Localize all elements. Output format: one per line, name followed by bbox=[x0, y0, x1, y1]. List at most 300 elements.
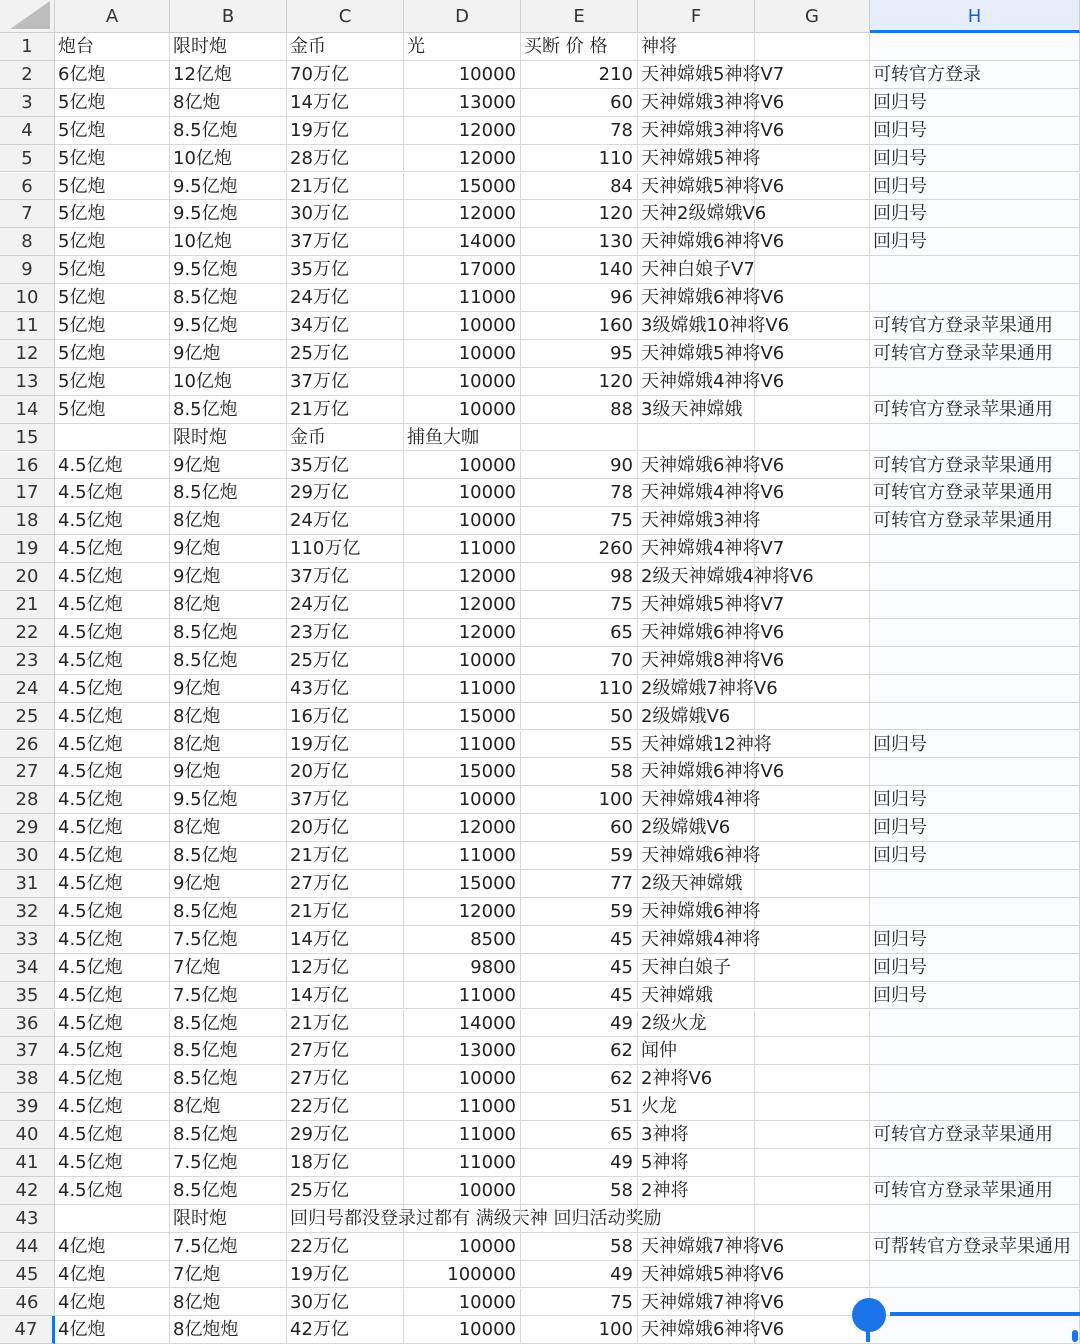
cell-b13[interactable]: 10亿炮 bbox=[170, 368, 287, 396]
cell-f22[interactable]: 天神嫦娥6神将V6 bbox=[638, 619, 755, 647]
cell-h4[interactable]: 回归号 bbox=[870, 117, 1080, 145]
cell-g42[interactable] bbox=[755, 1177, 870, 1205]
cell-d44[interactable]: 10000 bbox=[404, 1233, 521, 1261]
row-header[interactable]: 23 bbox=[0, 647, 55, 675]
cell-g31[interactable] bbox=[755, 870, 870, 898]
cell-d20[interactable]: 12000 bbox=[404, 563, 521, 591]
row-header[interactable]: 13 bbox=[0, 368, 55, 396]
cell-d35[interactable]: 11000 bbox=[404, 982, 521, 1010]
cell-d11[interactable]: 10000 bbox=[404, 312, 521, 340]
cell-c21[interactable]: 24万亿 bbox=[287, 591, 404, 619]
cell-e28[interactable]: 100 bbox=[521, 786, 638, 814]
cell-a25[interactable]: 4.5亿炮 bbox=[55, 703, 170, 731]
cell-b3[interactable]: 8亿炮 bbox=[170, 89, 287, 117]
cell-a41[interactable]: 4.5亿炮 bbox=[55, 1149, 170, 1177]
cell-a28[interactable]: 4.5亿炮 bbox=[55, 786, 170, 814]
cell-b11[interactable]: 9.5亿炮 bbox=[170, 312, 287, 340]
cell-g35[interactable] bbox=[755, 982, 870, 1010]
cell-g18[interactable] bbox=[755, 507, 870, 535]
cell-b12[interactable]: 9亿炮 bbox=[170, 340, 287, 368]
select-all-corner[interactable] bbox=[0, 0, 55, 33]
cell-a39[interactable]: 4.5亿炮 bbox=[55, 1093, 170, 1121]
row-header[interactable]: 1 bbox=[0, 33, 55, 61]
cell-a1[interactable]: 炮台 bbox=[55, 33, 170, 61]
column-header-d[interactable]: D bbox=[404, 0, 521, 33]
cell-h38[interactable] bbox=[870, 1065, 1080, 1093]
cell-e46[interactable]: 75 bbox=[521, 1289, 638, 1317]
cell-g43[interactable] bbox=[755, 1205, 870, 1233]
cell-b2[interactable]: 12亿炮 bbox=[170, 61, 287, 89]
cell-f8[interactable]: 天神嫦娥6神将V6 bbox=[638, 228, 755, 256]
cell-g7[interactable] bbox=[755, 200, 870, 228]
cell-a46[interactable]: 4亿炮 bbox=[55, 1289, 170, 1317]
cell-h29[interactable]: 回归号 bbox=[870, 814, 1080, 842]
row-header[interactable]: 14 bbox=[0, 396, 55, 424]
cell-b9[interactable]: 9.5亿炮 bbox=[170, 256, 287, 284]
cell-b4[interactable]: 8.5亿炮 bbox=[170, 117, 287, 145]
cell-b33[interactable]: 7.5亿炮 bbox=[170, 926, 287, 954]
row-header[interactable]: 36 bbox=[0, 1010, 55, 1038]
cell-h16[interactable]: 可转官方登录苹果通用 bbox=[870, 452, 1080, 480]
cell-e27[interactable]: 58 bbox=[521, 758, 638, 786]
cell-f32[interactable]: 天神嫦娥6神将 bbox=[638, 898, 755, 926]
row-header[interactable]: 15 bbox=[0, 424, 55, 452]
cell-c40[interactable]: 29万亿 bbox=[287, 1121, 404, 1149]
column-header-h[interactable]: H bbox=[870, 0, 1080, 33]
cell-b39[interactable]: 8亿炮 bbox=[170, 1093, 287, 1121]
cell-f4[interactable]: 天神嫦娥3神将V6 bbox=[638, 117, 755, 145]
cell-d39[interactable]: 11000 bbox=[404, 1093, 521, 1121]
cell-e29[interactable]: 60 bbox=[521, 814, 638, 842]
cell-a32[interactable]: 4.5亿炮 bbox=[55, 898, 170, 926]
cell-e32[interactable]: 59 bbox=[521, 898, 638, 926]
cell-d36[interactable]: 14000 bbox=[404, 1010, 521, 1038]
cell-g28[interactable] bbox=[755, 786, 870, 814]
cell-c13[interactable]: 37万亿 bbox=[287, 368, 404, 396]
cell-e39[interactable]: 51 bbox=[521, 1093, 638, 1121]
cell-h42[interactable]: 可转官方登录苹果通用 bbox=[870, 1177, 1080, 1205]
cell-d24[interactable]: 11000 bbox=[404, 675, 521, 703]
cell-c29[interactable]: 20万亿 bbox=[287, 814, 404, 842]
cell-f21[interactable]: 天神嫦娥5神将V7 bbox=[638, 591, 755, 619]
cell-g44[interactable] bbox=[755, 1233, 870, 1261]
cell-f27[interactable]: 天神嫦娥6神将V6 bbox=[638, 758, 755, 786]
row-header[interactable]: 32 bbox=[0, 898, 55, 926]
cell-d34[interactable]: 9800 bbox=[404, 954, 521, 982]
cell-c6[interactable]: 21万亿 bbox=[287, 173, 404, 201]
cell-b32[interactable]: 8.5亿炮 bbox=[170, 898, 287, 926]
cell-h11[interactable]: 可转官方登录苹果通用 bbox=[870, 312, 1080, 340]
cell-h14[interactable]: 可转官方登录苹果通用 bbox=[870, 396, 1080, 424]
cell-f25[interactable]: 2级嫦娥V6 bbox=[638, 703, 755, 731]
cell-d29[interactable]: 12000 bbox=[404, 814, 521, 842]
cell-b16[interactable]: 9亿炮 bbox=[170, 452, 287, 480]
cell-f46[interactable]: 天神嫦娥7神将V6 bbox=[638, 1289, 755, 1317]
cell-a3[interactable]: 5亿炮 bbox=[55, 89, 170, 117]
cell-b1[interactable]: 限时炮 bbox=[170, 33, 287, 61]
cell-b30[interactable]: 8.5亿炮 bbox=[170, 842, 287, 870]
cell-b15[interactable]: 限时炮 bbox=[170, 424, 287, 452]
cell-f42[interactable]: 2神将 bbox=[638, 1177, 755, 1205]
cell-e41[interactable]: 49 bbox=[521, 1149, 638, 1177]
row-header[interactable]: 17 bbox=[0, 479, 55, 507]
cell-c8[interactable]: 37万亿 bbox=[287, 228, 404, 256]
selection-drag-handle[interactable] bbox=[852, 1298, 886, 1332]
cell-g39[interactable] bbox=[755, 1093, 870, 1121]
cell-f1[interactable]: 神将 bbox=[638, 33, 755, 61]
cell-a43[interactable] bbox=[55, 1205, 170, 1233]
cell-e37[interactable]: 62 bbox=[521, 1037, 638, 1065]
cell-e9[interactable]: 140 bbox=[521, 256, 638, 284]
row-header[interactable]: 8 bbox=[0, 228, 55, 256]
cell-h45[interactable] bbox=[870, 1261, 1080, 1289]
cell-e43[interactable] bbox=[521, 1205, 638, 1233]
cell-f29[interactable]: 2级嫦娥V6 bbox=[638, 814, 755, 842]
cell-b20[interactable]: 9亿炮 bbox=[170, 563, 287, 591]
cell-h27[interactable] bbox=[870, 758, 1080, 786]
cell-a9[interactable]: 5亿炮 bbox=[55, 256, 170, 284]
cell-h17[interactable]: 可转官方登录苹果通用 bbox=[870, 479, 1080, 507]
row-header[interactable]: 6 bbox=[0, 173, 55, 201]
row-header[interactable]: 31 bbox=[0, 870, 55, 898]
row-header[interactable]: 44 bbox=[0, 1233, 55, 1261]
cell-g3[interactable] bbox=[755, 89, 870, 117]
cell-d1[interactable]: 光 bbox=[404, 33, 521, 61]
cell-b7[interactable]: 9.5亿炮 bbox=[170, 200, 287, 228]
cell-b42[interactable]: 8.5亿炮 bbox=[170, 1177, 287, 1205]
cell-f15[interactable] bbox=[638, 424, 755, 452]
cell-a14[interactable]: 5亿炮 bbox=[55, 396, 170, 424]
cell-h39[interactable] bbox=[870, 1093, 1080, 1121]
cell-h44[interactable]: 可帮转官方登录苹果通用 bbox=[870, 1233, 1080, 1261]
cell-a34[interactable]: 4.5亿炮 bbox=[55, 954, 170, 982]
cell-d5[interactable]: 12000 bbox=[404, 145, 521, 173]
cell-f34[interactable]: 天神白娘子 bbox=[638, 954, 755, 982]
row-header[interactable]: 10 bbox=[0, 284, 55, 312]
cell-d2[interactable]: 10000 bbox=[404, 61, 521, 89]
cell-a12[interactable]: 5亿炮 bbox=[55, 340, 170, 368]
cell-f31[interactable]: 2级天神嫦娥 bbox=[638, 870, 755, 898]
cell-c44[interactable]: 22万亿 bbox=[287, 1233, 404, 1261]
row-header[interactable]: 12 bbox=[0, 340, 55, 368]
cell-f19[interactable]: 天神嫦娥4神将V7 bbox=[638, 535, 755, 563]
cell-d7[interactable]: 12000 bbox=[404, 200, 521, 228]
cell-a6[interactable]: 5亿炮 bbox=[55, 173, 170, 201]
cell-h22[interactable] bbox=[870, 619, 1080, 647]
row-header[interactable]: 11 bbox=[0, 312, 55, 340]
row-header[interactable]: 20 bbox=[0, 563, 55, 591]
cell-e45[interactable]: 49 bbox=[521, 1261, 638, 1289]
cell-f17[interactable]: 天神嫦娥4神将V6 bbox=[638, 479, 755, 507]
row-header[interactable]: 34 bbox=[0, 954, 55, 982]
cell-d23[interactable]: 10000 bbox=[404, 647, 521, 675]
cell-c36[interactable]: 21万亿 bbox=[287, 1010, 404, 1038]
cell-h37[interactable] bbox=[870, 1037, 1080, 1065]
cell-d19[interactable]: 11000 bbox=[404, 535, 521, 563]
cell-e24[interactable]: 110 bbox=[521, 675, 638, 703]
cell-g27[interactable] bbox=[755, 758, 870, 786]
cell-h15[interactable] bbox=[870, 424, 1080, 452]
column-header-e[interactable]: E bbox=[521, 0, 638, 33]
cell-c5[interactable]: 28万亿 bbox=[287, 145, 404, 173]
cell-b37[interactable]: 8.5亿炮 bbox=[170, 1037, 287, 1065]
cell-a18[interactable]: 4.5亿炮 bbox=[55, 507, 170, 535]
cell-d15[interactable]: 捕鱼大咖 bbox=[404, 424, 521, 452]
cell-g2[interactable] bbox=[755, 61, 870, 89]
cell-g6[interactable] bbox=[755, 173, 870, 201]
row-header[interactable]: 21 bbox=[0, 591, 55, 619]
cell-a5[interactable]: 5亿炮 bbox=[55, 145, 170, 173]
cell-f9[interactable]: 天神白娘子V7 bbox=[638, 256, 755, 284]
cell-b29[interactable]: 8亿炮 bbox=[170, 814, 287, 842]
row-header[interactable]: 46 bbox=[0, 1289, 55, 1317]
cell-d12[interactable]: 10000 bbox=[404, 340, 521, 368]
cell-h32[interactable] bbox=[870, 898, 1080, 926]
cell-c1[interactable]: 金币 bbox=[287, 33, 404, 61]
column-header-f[interactable]: F bbox=[638, 0, 755, 33]
cell-h34[interactable]: 回归号 bbox=[870, 954, 1080, 982]
cell-e34[interactable]: 45 bbox=[521, 954, 638, 982]
cell-d22[interactable]: 12000 bbox=[404, 619, 521, 647]
cell-e12[interactable]: 95 bbox=[521, 340, 638, 368]
cell-e47[interactable]: 100 bbox=[521, 1316, 638, 1344]
cell-e17[interactable]: 78 bbox=[521, 479, 638, 507]
cell-g11[interactable] bbox=[755, 312, 870, 340]
cell-e33[interactable]: 45 bbox=[521, 926, 638, 954]
cell-g30[interactable] bbox=[755, 842, 870, 870]
cell-e30[interactable]: 59 bbox=[521, 842, 638, 870]
cell-d42[interactable]: 10000 bbox=[404, 1177, 521, 1205]
cell-c9[interactable]: 35万亿 bbox=[287, 256, 404, 284]
cell-g40[interactable] bbox=[755, 1121, 870, 1149]
cell-e1[interactable]: 买断 价 格 bbox=[521, 33, 638, 61]
cell-b46[interactable]: 8亿炮 bbox=[170, 1289, 287, 1317]
cell-h19[interactable] bbox=[870, 535, 1080, 563]
cell-g12[interactable] bbox=[755, 340, 870, 368]
column-header-b[interactable]: B bbox=[170, 0, 287, 33]
cell-e10[interactable]: 96 bbox=[521, 284, 638, 312]
cell-f38[interactable]: 2神将V6 bbox=[638, 1065, 755, 1093]
cell-c14[interactable]: 21万亿 bbox=[287, 396, 404, 424]
cell-d47[interactable]: 10000 bbox=[404, 1316, 521, 1344]
cell-a37[interactable]: 4.5亿炮 bbox=[55, 1037, 170, 1065]
cell-b10[interactable]: 8.5亿炮 bbox=[170, 284, 287, 312]
cell-e42[interactable]: 58 bbox=[521, 1177, 638, 1205]
cell-h20[interactable] bbox=[870, 563, 1080, 591]
cell-a33[interactable]: 4.5亿炮 bbox=[55, 926, 170, 954]
cell-c46[interactable]: 30万亿 bbox=[287, 1289, 404, 1317]
cell-g1[interactable] bbox=[755, 33, 870, 61]
cell-e31[interactable]: 77 bbox=[521, 870, 638, 898]
cell-c47[interactable]: 42万亿 bbox=[287, 1316, 404, 1344]
cell-g23[interactable] bbox=[755, 647, 870, 675]
cell-g38[interactable] bbox=[755, 1065, 870, 1093]
row-header[interactable]: 18 bbox=[0, 507, 55, 535]
cell-a13[interactable]: 5亿炮 bbox=[55, 368, 170, 396]
cell-a8[interactable]: 5亿炮 bbox=[55, 228, 170, 256]
cell-b43[interactable]: 限时炮 bbox=[170, 1205, 287, 1233]
cell-h13[interactable] bbox=[870, 368, 1080, 396]
cell-h43[interactable] bbox=[870, 1205, 1080, 1233]
cell-b17[interactable]: 8.5亿炮 bbox=[170, 479, 287, 507]
cell-f43[interactable] bbox=[638, 1205, 755, 1233]
cell-b47[interactable]: 8亿炮炮 bbox=[170, 1316, 287, 1344]
cell-c3[interactable]: 14万亿 bbox=[287, 89, 404, 117]
cell-d40[interactable]: 11000 bbox=[404, 1121, 521, 1149]
cell-a29[interactable]: 4.5亿炮 bbox=[55, 814, 170, 842]
column-header-c[interactable]: C bbox=[287, 0, 404, 33]
cell-b24[interactable]: 9亿炮 bbox=[170, 675, 287, 703]
cell-c17[interactable]: 29万亿 bbox=[287, 479, 404, 507]
cell-d3[interactable]: 13000 bbox=[404, 89, 521, 117]
cell-d8[interactable]: 14000 bbox=[404, 228, 521, 256]
cell-a19[interactable]: 4.5亿炮 bbox=[55, 535, 170, 563]
cell-a10[interactable]: 5亿炮 bbox=[55, 284, 170, 312]
cell-b31[interactable]: 9亿炮 bbox=[170, 870, 287, 898]
cell-g10[interactable] bbox=[755, 284, 870, 312]
cell-e5[interactable]: 110 bbox=[521, 145, 638, 173]
cell-h41[interactable] bbox=[870, 1149, 1080, 1177]
cell-f2[interactable]: 天神嫦娥5神将V7 bbox=[638, 61, 755, 89]
cell-h26[interactable]: 回归号 bbox=[870, 731, 1080, 759]
row-header[interactable]: 30 bbox=[0, 842, 55, 870]
cell-a11[interactable]: 5亿炮 bbox=[55, 312, 170, 340]
cell-e40[interactable]: 65 bbox=[521, 1121, 638, 1149]
cell-d14[interactable]: 10000 bbox=[404, 396, 521, 424]
cell-a16[interactable]: 4.5亿炮 bbox=[55, 452, 170, 480]
row-header[interactable]: 39 bbox=[0, 1093, 55, 1121]
cell-b36[interactable]: 8.5亿炮 bbox=[170, 1010, 287, 1038]
cell-c28[interactable]: 37万亿 bbox=[287, 786, 404, 814]
cell-e18[interactable]: 75 bbox=[521, 507, 638, 535]
row-header[interactable]: 41 bbox=[0, 1149, 55, 1177]
cell-g16[interactable] bbox=[755, 452, 870, 480]
cell-c16[interactable]: 35万亿 bbox=[287, 452, 404, 480]
cell-g25[interactable] bbox=[755, 703, 870, 731]
cell-a26[interactable]: 4.5亿炮 bbox=[55, 731, 170, 759]
cell-c31[interactable]: 27万亿 bbox=[287, 870, 404, 898]
cell-g26[interactable] bbox=[755, 731, 870, 759]
cell-g21[interactable] bbox=[755, 591, 870, 619]
cell-b44[interactable]: 7.5亿炮 bbox=[170, 1233, 287, 1261]
cell-h7[interactable]: 回归号 bbox=[870, 200, 1080, 228]
row-header[interactable]: 43 bbox=[0, 1205, 55, 1233]
cell-b35[interactable]: 7.5亿炮 bbox=[170, 982, 287, 1010]
cell-b5[interactable]: 10亿炮 bbox=[170, 145, 287, 173]
cell-f39[interactable]: 火龙 bbox=[638, 1093, 755, 1121]
cell-f11[interactable]: 3级嫦娥10神将V6 bbox=[638, 312, 755, 340]
cell-c32[interactable]: 21万亿 bbox=[287, 898, 404, 926]
cell-f12[interactable]: 天神嫦娥5神将V6 bbox=[638, 340, 755, 368]
cell-c30[interactable]: 21万亿 bbox=[287, 842, 404, 870]
cell-g15[interactable] bbox=[755, 424, 870, 452]
cell-a42[interactable]: 4.5亿炮 bbox=[55, 1177, 170, 1205]
cell-h3[interactable]: 回归号 bbox=[870, 89, 1080, 117]
row-header[interactable]: 38 bbox=[0, 1065, 55, 1093]
cell-e25[interactable]: 50 bbox=[521, 703, 638, 731]
cell-e44[interactable]: 58 bbox=[521, 1233, 638, 1261]
cell-g24[interactable] bbox=[755, 675, 870, 703]
cell-g13[interactable] bbox=[755, 368, 870, 396]
cell-h25[interactable] bbox=[870, 703, 1080, 731]
cell-h36[interactable] bbox=[870, 1010, 1080, 1038]
cell-f23[interactable]: 天神嫦娥8神将V6 bbox=[638, 647, 755, 675]
cell-e38[interactable]: 62 bbox=[521, 1065, 638, 1093]
cell-c11[interactable]: 34万亿 bbox=[287, 312, 404, 340]
cell-b40[interactable]: 8.5亿炮 bbox=[170, 1121, 287, 1149]
cell-a38[interactable]: 4.5亿炮 bbox=[55, 1065, 170, 1093]
cell-a44[interactable]: 4亿炮 bbox=[55, 1233, 170, 1261]
cell-a47[interactable]: 4亿炮 bbox=[55, 1316, 170, 1344]
cell-c26[interactable]: 19万亿 bbox=[287, 731, 404, 759]
cell-e7[interactable]: 120 bbox=[521, 200, 638, 228]
cell-f47[interactable]: 天神嫦娥6神将V6 bbox=[638, 1316, 755, 1344]
cell-h40[interactable]: 可转官方登录苹果通用 bbox=[870, 1121, 1080, 1149]
row-header[interactable]: 40 bbox=[0, 1121, 55, 1149]
cell-c25[interactable]: 16万亿 bbox=[287, 703, 404, 731]
cell-g9[interactable] bbox=[755, 256, 870, 284]
cell-b22[interactable]: 8.5亿炮 bbox=[170, 619, 287, 647]
cell-a4[interactable]: 5亿炮 bbox=[55, 117, 170, 145]
cell-e23[interactable]: 70 bbox=[521, 647, 638, 675]
cell-h1[interactable] bbox=[870, 33, 1080, 61]
cell-h30[interactable]: 回归号 bbox=[870, 842, 1080, 870]
cell-f44[interactable]: 天神嫦娥7神将V6 bbox=[638, 1233, 755, 1261]
cell-g19[interactable] bbox=[755, 535, 870, 563]
cell-a45[interactable]: 4亿炮 bbox=[55, 1261, 170, 1289]
cell-b41[interactable]: 7.5亿炮 bbox=[170, 1149, 287, 1177]
cell-a23[interactable]: 4.5亿炮 bbox=[55, 647, 170, 675]
cell-h28[interactable]: 回归号 bbox=[870, 786, 1080, 814]
cell-b23[interactable]: 8.5亿炮 bbox=[170, 647, 287, 675]
row-header[interactable]: 24 bbox=[0, 675, 55, 703]
cell-a24[interactable]: 4.5亿炮 bbox=[55, 675, 170, 703]
cell-e8[interactable]: 130 bbox=[521, 228, 638, 256]
cell-f20[interactable]: 2级天神嫦娥4神将V6 bbox=[638, 563, 755, 591]
cell-g5[interactable] bbox=[755, 145, 870, 173]
cell-g14[interactable] bbox=[755, 396, 870, 424]
cell-h23[interactable] bbox=[870, 647, 1080, 675]
cell-a40[interactable]: 4.5亿炮 bbox=[55, 1121, 170, 1149]
cell-c22[interactable]: 23万亿 bbox=[287, 619, 404, 647]
cell-e6[interactable]: 84 bbox=[521, 173, 638, 201]
cell-f10[interactable]: 天神嫦娥6神将V6 bbox=[638, 284, 755, 312]
cell-c4[interactable]: 19万亿 bbox=[287, 117, 404, 145]
cell-e26[interactable]: 55 bbox=[521, 731, 638, 759]
cell-a7[interactable]: 5亿炮 bbox=[55, 200, 170, 228]
cell-c33[interactable]: 14万亿 bbox=[287, 926, 404, 954]
row-header[interactable]: 35 bbox=[0, 982, 55, 1010]
cell-f35[interactable]: 天神嫦娥 bbox=[638, 982, 755, 1010]
cell-d30[interactable]: 11000 bbox=[404, 842, 521, 870]
cell-e20[interactable]: 98 bbox=[521, 563, 638, 591]
row-header[interactable]: 45 bbox=[0, 1261, 55, 1289]
cell-a30[interactable]: 4.5亿炮 bbox=[55, 842, 170, 870]
cell-g37[interactable] bbox=[755, 1037, 870, 1065]
cell-c38[interactable]: 27万亿 bbox=[287, 1065, 404, 1093]
cell-b45[interactable]: 7亿炮 bbox=[170, 1261, 287, 1289]
cell-b19[interactable]: 9亿炮 bbox=[170, 535, 287, 563]
cell-e2[interactable]: 210 bbox=[521, 61, 638, 89]
row-header[interactable]: 16 bbox=[0, 452, 55, 480]
cell-h35[interactable]: 回归号 bbox=[870, 982, 1080, 1010]
cell-f3[interactable]: 天神嫦娥3神将V6 bbox=[638, 89, 755, 117]
row-header[interactable]: 47 bbox=[0, 1316, 55, 1344]
cell-h6[interactable]: 回归号 bbox=[870, 173, 1080, 201]
cell-f14[interactable]: 3级天神嫦娥 bbox=[638, 396, 755, 424]
cell-d25[interactable]: 15000 bbox=[404, 703, 521, 731]
cell-c35[interactable]: 14万亿 bbox=[287, 982, 404, 1010]
